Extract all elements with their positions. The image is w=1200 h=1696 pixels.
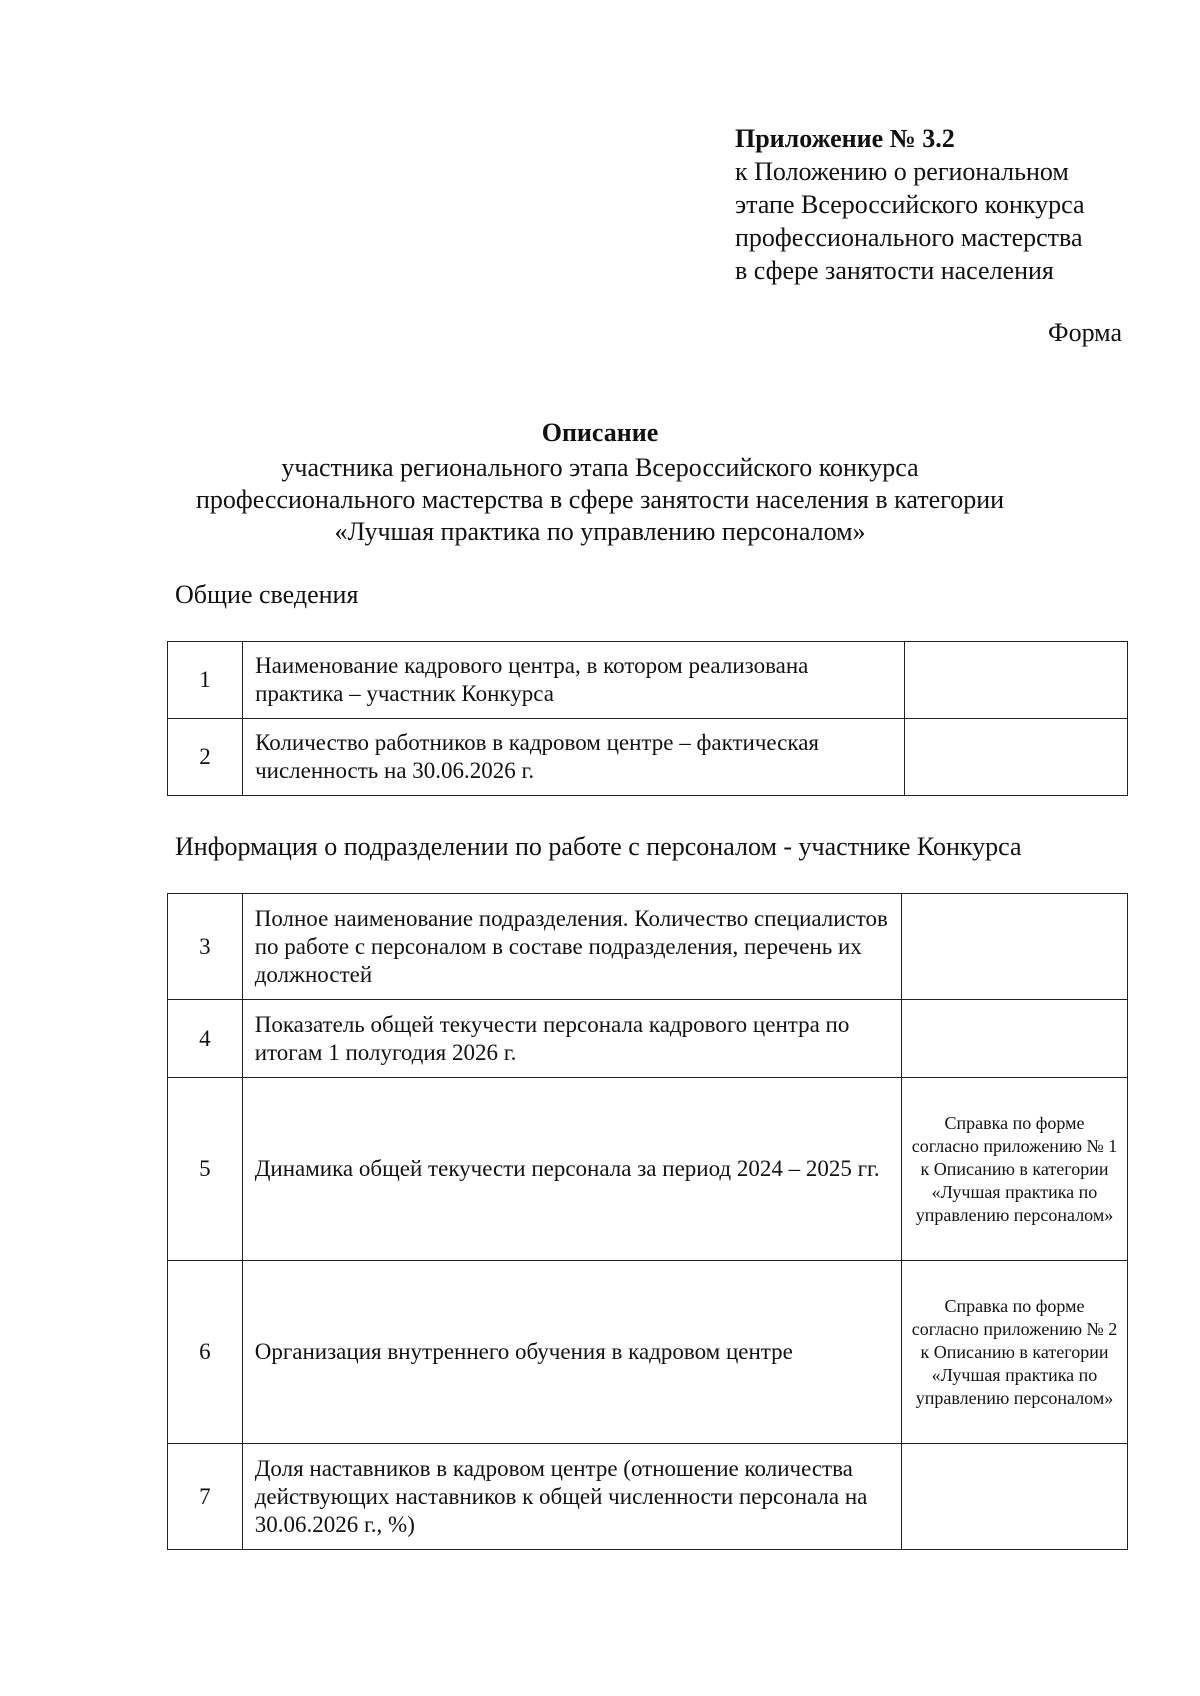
row-value-note — [901, 1261, 1127, 1444]
row-number: 6 — [168, 1261, 243, 1444]
row-value-note — [901, 1078, 1127, 1261]
table-row — [168, 719, 1128, 796]
row-value — [904, 719, 1127, 796]
table-row — [168, 1261, 1128, 1444]
reference-note: Справка по форме согласно приложению № 1 к Описанию в категории «Лучшая практика по управлению персоналом» — [911, 1112, 1118, 1225]
appendix-line: профессионального мастерства — [735, 223, 1083, 252]
row-value — [904, 642, 1127, 719]
row-number: 7 — [168, 1444, 243, 1550]
row-number: 5 — [168, 1078, 243, 1261]
appendix-block — [735, 122, 1155, 287]
subtitle-line: участника регионального этапа Всероссийского конкурса — [281, 453, 919, 482]
row-value — [901, 1000, 1127, 1078]
row-description: Количество работников в кадровом центре – фактическая численность на 30.06.2026 г. — [243, 719, 905, 796]
table-row — [168, 642, 1128, 719]
row-number: 1 — [168, 642, 243, 719]
section-general-heading: Общие сведения — [175, 580, 359, 609]
table-row — [168, 1078, 1128, 1261]
row-description: Организация внутреннего обучения в кадровом центре — [242, 1261, 901, 1444]
row-description: Наименование кадрового центра, в котором реализована практика – участник Конкурса — [243, 642, 905, 719]
subtitle-line: «Лучшая практика по управлению персоналом» — [334, 517, 866, 546]
document-title: Описание — [541, 418, 659, 447]
row-number: 3 — [168, 894, 243, 1000]
row-number: 2 — [168, 719, 243, 796]
table-row — [168, 1444, 1128, 1550]
document-subtitle — [100, 452, 1100, 548]
row-number: 4 — [168, 1000, 243, 1078]
appendix-line: к Положению о региональном — [735, 157, 1069, 186]
table-row — [168, 894, 1128, 1000]
subtitle-line: профессионального мастерства в сфере занятости населения в категории — [195, 485, 1005, 514]
section-department-heading: Информация о подразделении по работе с персоналом - участнике Конкурса — [175, 832, 1022, 861]
row-description: Доля наставников в кадровом центре (отношение количества действующих наставников к общей численности персонала на 30.06.2026 г., %) — [242, 1444, 901, 1550]
department-info-table — [167, 893, 1128, 1550]
row-description: Динамика общей текучести персонала за период 2024 – 2025 гг. — [242, 1078, 901, 1261]
appendix-line: этапе Всероссийского конкурса — [735, 190, 1085, 219]
row-value — [901, 894, 1127, 1000]
appendix-title: Приложение № 3.2 — [735, 124, 955, 153]
reference-note: Справка по форме согласно приложению № 2 к Описанию в категории «Лучшая практика по управлению персоналом» — [911, 1295, 1118, 1408]
row-description: Полное наименование подразделения. Количество специалистов по работе с персоналом в составе подразделения, перечень их должностей — [242, 894, 901, 1000]
row-description: Показатель общей текучести персонала кадрового центра по итогам 1 полугодия 2026 г. — [242, 1000, 901, 1078]
form-label: Форма — [1048, 318, 1122, 347]
general-info-table — [167, 641, 1128, 796]
row-value — [901, 1444, 1127, 1550]
table-row — [168, 1000, 1128, 1078]
appendix-line: в сфере занятости населения — [735, 256, 1054, 285]
